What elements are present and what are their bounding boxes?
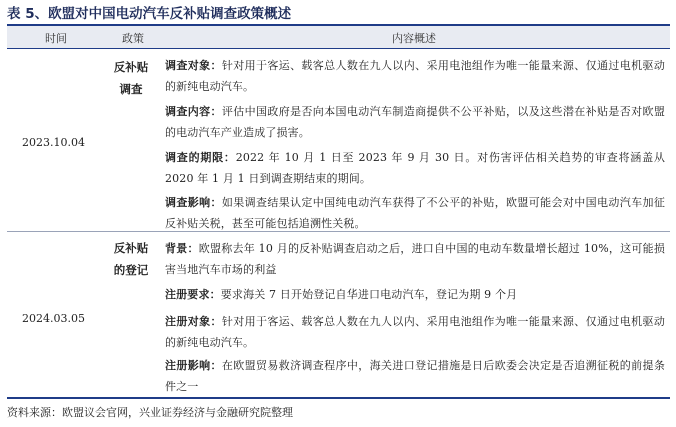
entry-text: 评估中国政府是否向本国电动汽车制造商提供不公平补贴，以及这些潜在补贴是否对欧盟的电动汽车产业造成了损害。 — [165, 105, 665, 139]
table-title: 表 5、欧盟对中国电动汽车反补贴调查政策概述 — [7, 6, 292, 22]
table-bottom-rule — [7, 397, 670, 399]
table-header — [7, 26, 670, 48]
entry-text: 2022 年 10 月 1 日至 2023 年 9 月 30 日。对伤害评估相关趋势的审查将涵盖从 2020 年 1 月 1 日到调查期结束的期间。 — [165, 151, 666, 185]
entry-text: 在欧盟贸易救济调查程序中，海关进口登记措施是日后欧委会决定是否追溯征税的前提条件之一 — [165, 359, 665, 393]
row-1-entry-1 — [165, 55, 665, 97]
row-2-policy: 反补贴的登记 — [113, 241, 149, 277]
entry-label: 调查影响 — [165, 196, 211, 209]
row-divider — [7, 231, 670, 232]
entry-text: 针对用于客运、载客总人数在九人以内、采用电池组作为唯一能量来源、仅通过电机驱动的新纯电动汽车。 — [165, 315, 665, 349]
entry-label: 调查对象 — [165, 59, 211, 72]
column-header-overview: 内容概述 — [392, 32, 436, 45]
entry-label: 调查内容 — [165, 105, 211, 118]
entry-separator: ： — [223, 151, 236, 164]
column-header-time: 时间 — [45, 32, 67, 45]
header-rule — [7, 48, 670, 49]
entry-label: 调查的期限 — [165, 151, 224, 164]
source-note: 资料来源：欧盟议会官网，兴业证券经济与金融研究院整理 — [7, 406, 293, 419]
row-1-entry-2 — [165, 101, 665, 143]
entry-separator: ： — [209, 288, 221, 301]
entry-label: 背景 — [165, 242, 188, 255]
row-2-entry-4 — [165, 355, 665, 397]
entry-separator: ： — [187, 242, 199, 255]
column-header-policy: 政策 — [122, 32, 144, 45]
entry-label: 注册对象 — [165, 315, 211, 328]
row-2-date: 2024.03.05 — [22, 312, 85, 325]
row-1-policy: 反补贴调查 — [113, 60, 149, 96]
entry-label: 注册影响 — [165, 359, 211, 372]
entry-label: 注册要求 — [165, 288, 210, 301]
row-2-entry-1 — [165, 238, 665, 280]
row-1-entry-4 — [165, 192, 665, 234]
entry-text: 欧盟称去年 10 月的反补贴调查启动之后，进口自中国的电动车数量增长超过 10%，这可能损害当地汽车市场的利益 — [165, 242, 665, 276]
row-1-date: 2023.10.04 — [22, 136, 85, 149]
row-2-entry-2 — [165, 284, 665, 305]
entry-separator: ： — [210, 315, 222, 328]
entry-separator: ： — [210, 105, 222, 118]
entry-text: 如果调查结果认定中国纯电动汽车获得了不公平的补贴，欧盟可能会对中国电动汽车加征反补贴关税，甚至可能包括追溯性关税。 — [165, 196, 665, 230]
entry-separator: ： — [210, 59, 222, 72]
entry-separator: ： — [210, 359, 222, 372]
entry-text: 针对用于客运、载客总人数在九人以内、采用电池组作为唯一能量来源、仅通过电机驱动的新纯电动汽车。 — [165, 59, 665, 93]
row-2-entry-3 — [165, 311, 665, 353]
entry-separator: ： — [210, 196, 222, 209]
row-1-entry-3 — [165, 147, 665, 189]
entry-text: 要求海关 7 日开始登记自华进口电动汽车，登记为期 9 个月 — [220, 288, 518, 301]
